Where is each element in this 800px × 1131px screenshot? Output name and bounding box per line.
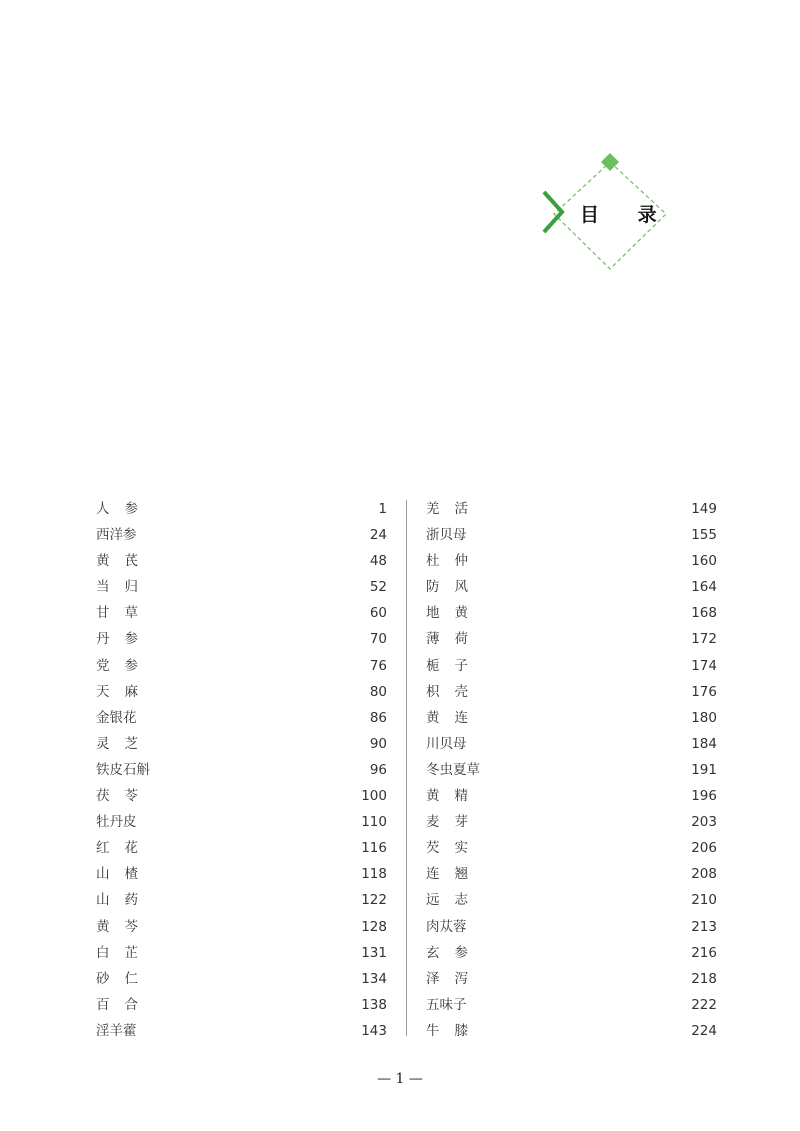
toc-entry-page: 206 [691,840,717,857]
toc-entry-page: 76 [369,657,387,674]
toc-entry-title: 川贝母 [426,735,467,752]
toc-entry[interactable] [96,600,387,626]
toc-entry[interactable] [96,574,387,600]
toc-entry-page: 224 [691,1022,717,1039]
toc-entry-page: 196 [691,788,717,805]
toc-entry-page: 80 [369,683,387,700]
toc-entry[interactable] [426,940,717,966]
toc-entry[interactable] [96,548,387,574]
toc-entry[interactable] [426,548,717,574]
toc-entry-page: 216 [691,944,717,961]
toc-entry[interactable] [426,992,717,1018]
toc-entry-title: 麦芽 [426,814,483,831]
toc-entry-page: 131 [361,944,387,961]
toc-entry[interactable] [96,966,387,992]
toc-entry-title: 远志 [426,892,483,909]
toc-entry-page: 203 [691,814,717,831]
toc-entry[interactable] [96,679,387,705]
toc-entry[interactable] [96,914,387,940]
toc-entry-title: 砂仁 [96,970,153,987]
toc-entry-title: 百合 [96,996,153,1013]
toc-entry[interactable] [426,1018,717,1044]
toc-entry-page: 164 [691,579,717,596]
toc-entry[interactable] [96,626,387,652]
toc-entry-title: 黄连 [426,709,483,726]
toc-entry-page: 60 [369,605,387,622]
toc-entry[interactable] [96,653,387,679]
toc-entry[interactable] [96,705,387,731]
toc-entry[interactable] [426,496,717,522]
toc-entry-title: 黄芪 [96,553,153,570]
toc-entry-page: 110 [361,814,387,831]
toc-entry-page: 1 [378,501,387,517]
toc-entry-title: 地黄 [426,605,483,622]
toc-entry[interactable] [426,522,717,548]
toc-entry-page: 218 [691,970,717,987]
toc-entry-page: 174 [691,657,717,674]
toc-entry[interactable] [96,731,387,757]
toc-entry-title: 甘草 [96,605,153,622]
toc-entry[interactable] [426,626,717,652]
toc-entry[interactable] [426,731,717,757]
toc-entry-page: 213 [691,918,717,935]
toc-entry-page: 100 [361,788,387,805]
toc-entry[interactable] [96,757,387,783]
toc-entry-title: 茯苓 [96,788,153,805]
toc-entry-page: 116 [361,840,387,857]
toc-entry-title: 丹参 [96,631,153,648]
toc-entry-title: 栀子 [426,657,483,674]
toc-entry-page: 90 [369,735,387,752]
chevron-right-icon [544,192,562,232]
toc-entry-page: 180 [691,709,717,726]
toc-entry-page: 118 [361,866,387,883]
toc-entry-title: 泽泻 [426,970,483,987]
toc-entry-page: 176 [691,683,717,700]
toc-entry-title: 金银花 [96,709,137,726]
toc-entry[interactable] [426,679,717,705]
toc-entry-page: 86 [369,709,387,726]
toc-entry-title: 牡丹皮 [96,814,137,831]
toc-entry[interactable] [96,783,387,809]
toc-entry-title: 铁皮石斛 [96,761,150,778]
toc-entry[interactable] [426,914,717,940]
page-title: 目 录 [580,204,673,226]
toc-entry[interactable] [426,705,717,731]
toc-entry-title: 芡实 [426,840,483,857]
toc-entry[interactable] [426,757,717,783]
toc-entry-page: 160 [691,553,717,570]
toc-entry-page: 143 [361,1022,387,1039]
toc-entry-title: 黄精 [426,788,483,805]
toc-entry[interactable] [426,966,717,992]
toc-entry[interactable] [426,835,717,861]
toc-entry[interactable] [96,992,387,1018]
toc-entry-page: 48 [369,553,387,570]
toc-entry-title: 玄参 [426,944,483,961]
toc-entry-page: 184 [691,735,717,752]
toc-entry-title: 薄荷 [426,631,483,648]
toc-entry-title: 连翘 [426,866,483,883]
toc-entry[interactable] [426,600,717,626]
toc-entry-title: 枳壳 [426,683,483,700]
toc-entry-title: 五味子 [426,996,467,1013]
toc-entry-page: 52 [369,579,387,596]
toc-entry-title: 杜仲 [426,553,483,570]
toc-entry-title: 淫羊藿 [96,1022,137,1039]
toc-entry-page: 222 [691,996,717,1013]
toc-entry-title: 冬虫夏草 [426,761,480,778]
toc-entry-page: 172 [691,631,717,648]
toc-entry-page: 208 [691,866,717,883]
toc-entry[interactable] [96,887,387,913]
toc-entry-page: 24 [369,527,387,544]
toc-entry-title: 白芷 [96,944,153,961]
toc-entry-page: 128 [361,918,387,935]
toc-entry[interactable] [426,783,717,809]
toc-entry-title: 西洋参 [96,527,137,544]
toc-entry-title: 红花 [96,840,153,857]
toc-entry[interactable] [426,861,717,887]
toc-column-left [96,496,387,1044]
toc-entry-page: 155 [691,527,717,544]
toc-entry-title: 人参 [96,501,153,517]
toc-entry-title: 天麻 [96,683,153,700]
toc-entry-page: 96 [369,761,387,778]
toc-column-right [426,496,717,1044]
toc-entry-title: 防风 [426,579,483,596]
toc-entry[interactable] [426,574,717,600]
toc-entry[interactable] [96,940,387,966]
toc-entry-page: 210 [691,892,717,909]
toc-entry[interactable] [96,496,387,522]
toc-entry[interactable] [96,861,387,887]
toc-entry-page: 138 [361,996,387,1013]
page-number: — 1 — [377,1071,423,1087]
toc-entry-page: 168 [691,605,717,622]
toc-entry-title: 黄芩 [96,918,153,935]
toc-entry-page: 122 [361,892,387,909]
toc-entry-title: 羌活 [426,501,483,517]
toc-entry[interactable] [96,522,387,548]
toc-entry-title: 山楂 [96,866,153,883]
toc-entry-page: 149 [691,501,717,517]
toc-entry-title: 党参 [96,657,153,674]
toc-entry[interactable] [96,1018,387,1044]
toc-entry-title: 灵芝 [96,735,153,752]
toc-entry-page: 191 [691,761,717,778]
toc-entry[interactable] [426,653,717,679]
toc-entry-page: 70 [369,631,387,648]
toc-entry[interactable] [96,835,387,861]
toc-entry[interactable] [426,887,717,913]
toc-entry-title: 牛膝 [426,1022,483,1039]
toc-entry-title: 山药 [96,892,153,909]
toc-title-block [538,148,678,278]
toc-entry[interactable] [426,809,717,835]
toc-entry[interactable] [96,809,387,835]
toc-entry-title: 肉苁蓉 [426,918,467,935]
toc-entry-title: 当归 [96,579,153,596]
toc-entry-page: 134 [361,970,387,987]
toc-entry-title: 浙贝母 [426,527,467,544]
column-divider [406,500,407,1036]
